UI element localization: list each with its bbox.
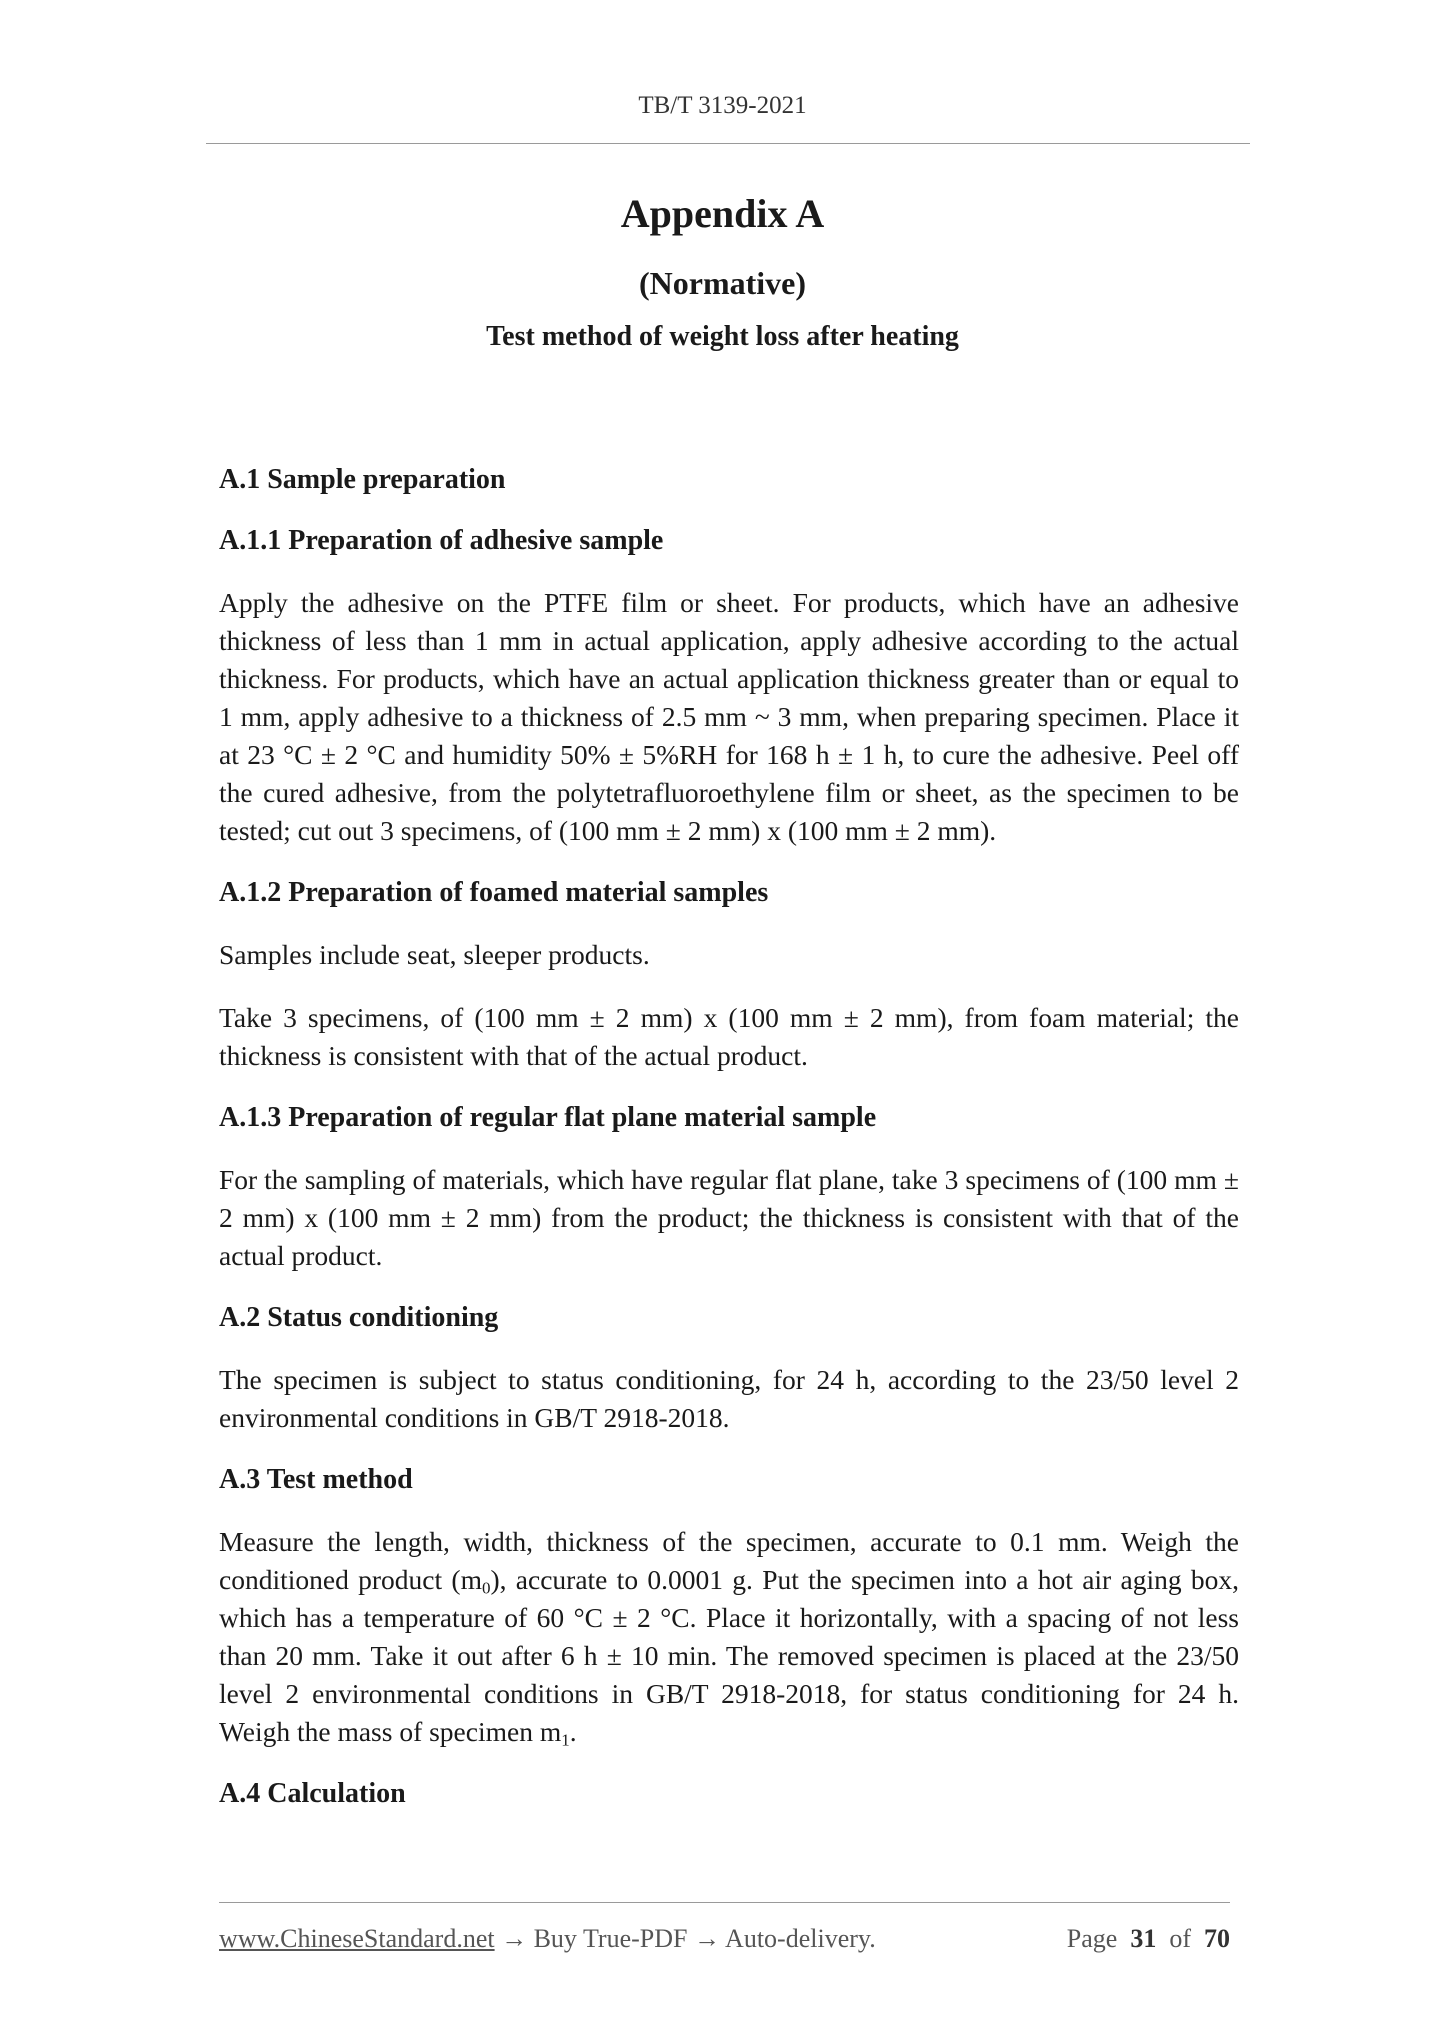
paragraph-a3 bbox=[219, 1523, 1239, 1751]
paragraph-a13: For the sampling of materials, which have regular flat plane, take 3 specimens of (100 mm ± 2 mm) x (100 mm ± 2 mm) from the product; the thickness is consistent with that of the actual product. bbox=[219, 1164, 1239, 1271]
normative-label: (Normative) bbox=[638, 265, 807, 301]
subscript-m0: 0 bbox=[481, 1578, 491, 1598]
section-heading-a2: A.2 Status conditioning bbox=[219, 1302, 499, 1333]
appendix-subtitle: Test method of weight loss after heating bbox=[486, 321, 959, 352]
page-total: 70 bbox=[1204, 1924, 1230, 1953]
paragraph-a12-1: Samples include seat, sleeper products. bbox=[219, 939, 650, 970]
subscript-m1: 1 bbox=[561, 1730, 570, 1750]
footer-left bbox=[219, 1924, 876, 1954]
appendix-title: Appendix A bbox=[620, 191, 825, 236]
paragraph-a12-2: Take 3 specimens, of (100 mm ± 2 mm) x (100 mm ± 2 mm), from foam material; the thickness is consistent with that of the actual product. bbox=[219, 1002, 1239, 1071]
paragraph-a11: Apply the adhesive on the PTFE film or sheet. For products, which have an adhesive thickness of less than 1 mm in actual application, apply adhesive according to the actual thickness. For products, which have an actual application thickness greater than or equal to 1 mm, apply adhesive to a thickness of 2.5 mm ~ 3 mm, when preparing specimen. Place it at 23 °C ± 2 °C and humidity 50% ± 5%RH for 168 h ± 1 h, to cure the adhesive. Peel off the cured adhesive, from the polytetrafluoroethylene film or sheet, as the specimen to be tested; cut out 3 specimens, of (100 mm ± 2 mm) x (100 mm ± 2 mm). bbox=[219, 587, 1239, 846]
website-link[interactable]: www.ChineseStandard.net bbox=[219, 1924, 495, 1953]
page-indicator bbox=[1067, 1924, 1230, 1954]
of-label: of bbox=[1169, 1924, 1191, 1953]
section-heading-a3: A.3 Test method bbox=[219, 1464, 413, 1495]
page-footer bbox=[219, 1924, 1230, 1954]
title-block bbox=[0, 190, 1445, 354]
header-divider bbox=[206, 143, 1250, 144]
section-heading-a13: A.1.3 Preparation of regular flat plane material sample bbox=[219, 1102, 877, 1133]
document-body bbox=[219, 462, 1239, 1837]
footer-divider bbox=[219, 1902, 1230, 1903]
footer-tagline: → Buy True-PDF → Auto-delivery. bbox=[494, 1924, 876, 1953]
paragraph-a2: The specimen is subject to status conditioning, for 24 h, according to the 23/50 level 2 environmental conditions in GB/T 2918-2018. bbox=[219, 1364, 1239, 1433]
section-heading-a4: A.4 Calculation bbox=[219, 1778, 406, 1809]
section-heading-a1: A.1 Sample preparation bbox=[219, 464, 506, 495]
page-number: 31 bbox=[1130, 1924, 1157, 1953]
paragraph-a3-text3: . bbox=[569, 1716, 577, 1747]
document-code: TB/T 3139-2021 bbox=[638, 92, 807, 119]
page-label: Page bbox=[1066, 1924, 1118, 1953]
section-heading-a12: A.1.2 Preparation of foamed material samples bbox=[219, 877, 769, 908]
section-heading-a11: A.1.1 Preparation of adhesive sample bbox=[219, 525, 664, 556]
paragraph-a3-text1: Measure the length, width, thickness of the specimen, accurate to 0.1 mm. Weigh the conditioned product (m bbox=[219, 1526, 1239, 1595]
paragraph-a3-text2: ), accurate to 0.0001 g. Put the specimen into a hot air aging box, which has a temperature of 60 °C ± 2 °C. Place it horizontally, with a spacing of not less than 20 mm. Take it out after 6 h ± 10 min. The removed specimen is placed at the 23/50 level 2 environmental conditions in GB/T 2918-2018, for status conditioning for 24 h. Weigh the mass of specimen m bbox=[219, 1564, 1239, 1747]
